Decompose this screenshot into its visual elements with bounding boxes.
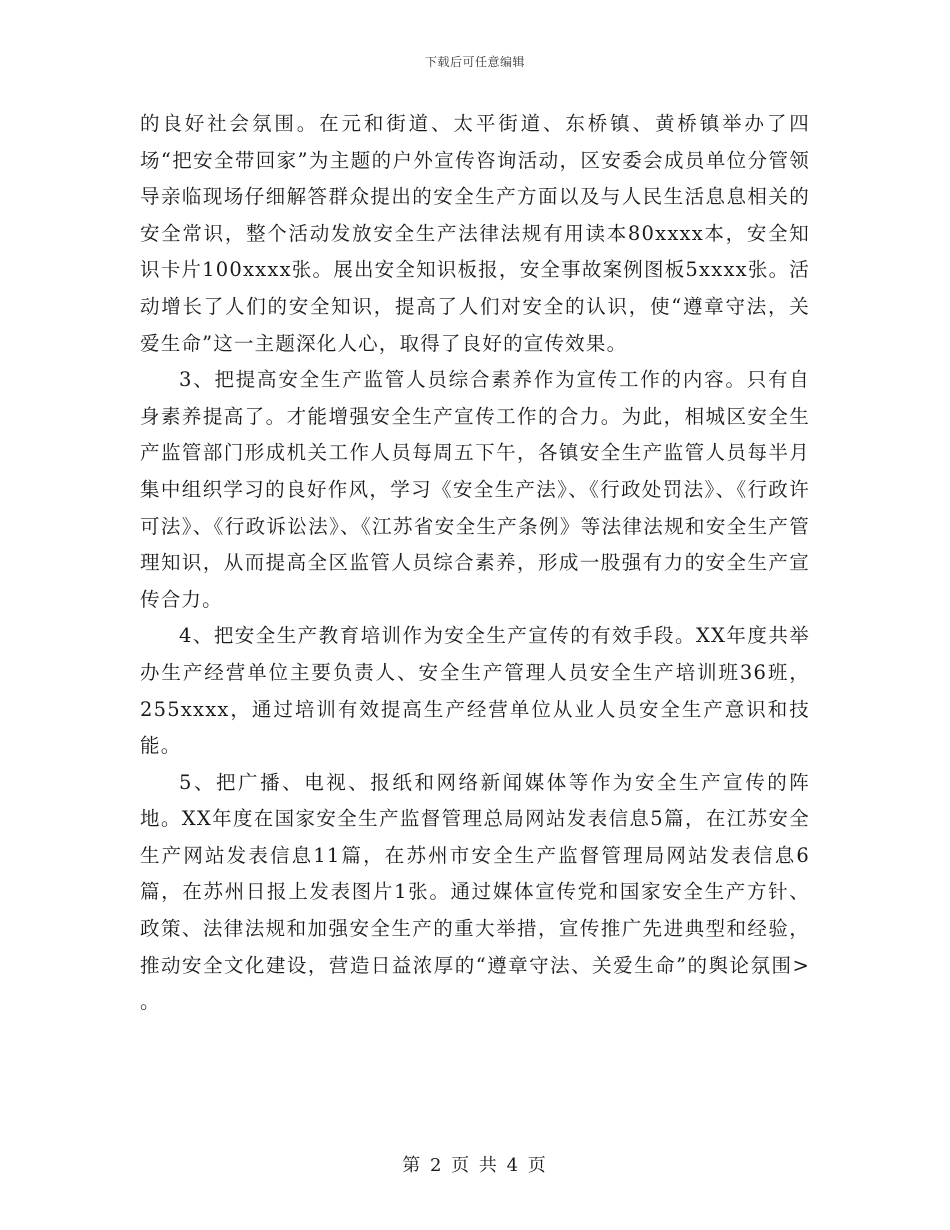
paragraph-item-5: 5、把广播、电视、报纸和网络新闻媒体等作为安全生产宣传的阵地。XX年度在国家安全生产监督管理总局网站发表信息5篇，在江苏安全生产网站发表信息11篇，在苏州市安全生产监督管理局网站发表信息6篇，在苏州日报上发表图片1张。通过媒体宣传党和国家安全生产方针、政策、法律法规和加强安全生产的重大举措，宣传推广先进典型和经验，推动安全文化建设，营造日益浓厚的“遵章守法、关爱生命”的舆论氛围> 。 <box>140 770 810 1014</box>
paragraph-item-3: 3、把提高安全生产监管人员综合素养作为宣传工作的内容。只有自身素养提高了。才能增强安全生产宣传工作的合力。为此，相城区安全生产监管部门形成机关工作人员每周五下午，各镇安全生产监管人员每半月集中组织学习的良好作风，学习《安全生产法》、《行政处罚法》、《行政许可法》、《行政诉讼法》、《江苏省安全生产条例》等法律法规和安全生产管理知识，从而提高全区监管人员综合素养，形成一股强有力的安全生产宣传合力。 <box>140 368 810 611</box>
paragraph-item-4: 4、把安全生产教育培训作为安全生产宣传的有效手段。XX年度共举办生产经营单位主要负责人、安全生产管理人员安全生产培训班36班，255xxxx，通过培训有效提高生产经营单位从业人员安全生产意识和技能。 <box>140 624 810 758</box>
page-number-footer: 第 2 页 共 4 页 <box>402 1155 548 1176</box>
paragraph-continued: 的良好社会氛围。在元和街道、太平街道、东桥镇、黄桥镇举办了四场“把安全带回家”为主题的户外宣传咨询活动，区安委会成员单位分管领导亲临现场仔细解答群众提出的安全生产方面以及与人民生活息息相关的安全常识，整个活动发放安全生产法律法规有用读本80xxxx本，安全知识卡片100xxxx张。展出安全知识板报，安全事故案例图板5xxxx张。活动增长了人们的安全知识，提高了人们对安全的认识，使“遵章守法，关爱生命”这一主题深化人心，取得了良好的宣传效果。 <box>140 112 810 355</box>
page-header: 下载后可任意编辑 <box>424 55 525 69</box>
document-body <box>140 106 810 1021</box>
